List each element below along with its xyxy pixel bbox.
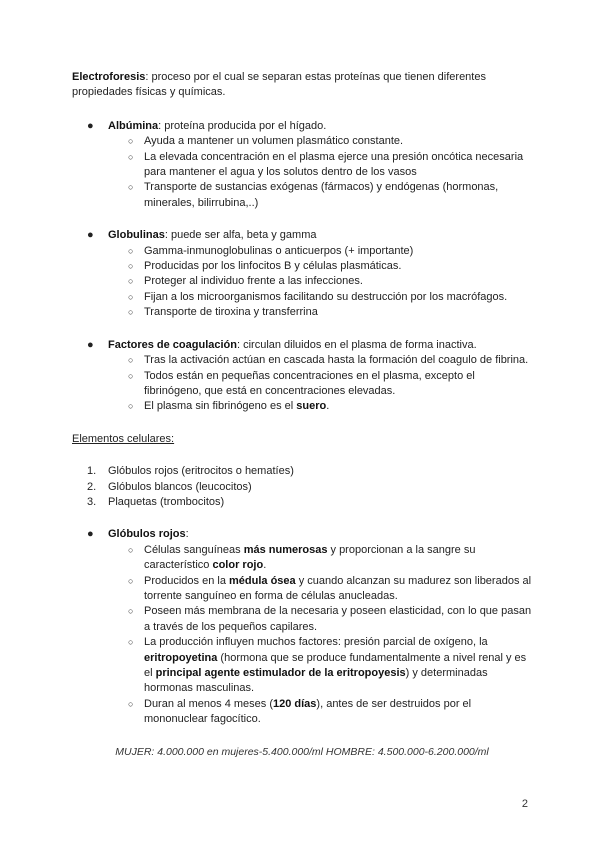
list-item: 2. Glóbulos blancos (leucocitos) xyxy=(87,480,252,493)
list-item: ○ Células sanguíneas más numerosas y proporcionan a la sangre su característico color rojo. xyxy=(128,543,476,572)
page-number: 2 xyxy=(521,798,528,810)
list-item: ○ Producidos en la médula ósea y cuando alcanzan su madurez son liberados al torrente sanguíneo en forma de células anucleadas. xyxy=(128,574,532,602)
filled-bullet-icon: ● xyxy=(87,338,94,351)
document-page xyxy=(72,70,532,760)
hollow-bullet-icon: ○ xyxy=(128,575,134,586)
list-item: ○ Poseen más membrana de la necesaria y poseen elasticidad, con lo que pasan a través de los pequeños capilares. xyxy=(128,605,532,633)
globulinas-section xyxy=(72,228,532,320)
list-item: ○ Ayuda a mantener un volumen plasmático constante. xyxy=(72,134,532,149)
list-item: ○ Producidas por los linfocitos B y células plasmáticas. xyxy=(72,259,532,274)
intro-term: Electroforesis xyxy=(72,71,146,83)
factores-bullet xyxy=(72,338,532,353)
filled-bullet-icon: ● xyxy=(87,229,94,242)
hollow-bullet-icon: ○ xyxy=(128,245,134,256)
list-item: ○ Todos están en pequeñas concentraciones en el plasma, excepto el fibrinógeno, que está en concentraciones elevadas. xyxy=(128,369,475,397)
list-item: ○ Fijan a los microorganismos facilitando su destrucción por los macrófagos. xyxy=(72,290,532,305)
hollow-bullet-icon: ○ xyxy=(128,401,134,412)
list-item: ○ Transporte de sustancias exógenas (fármacos) y endógenas (hormonas, minerales, bilirrubina,..) xyxy=(128,181,499,209)
elementos-list xyxy=(72,464,532,510)
list-item: ○ La elevada concentración en el plasma ejerce una presión oncótica necesaria para mantener el agua y los solutos dentro de los vasos xyxy=(128,150,524,179)
globulinas-text: : puede ser alfa, beta y gamma xyxy=(164,229,317,242)
list-item: ○ Gamma-inmunoglobulinas o anticuerpos (+ importante) xyxy=(72,244,532,259)
factores-term: Factores de coagulación xyxy=(108,338,237,351)
globulos-rojos-bullet: ● Glóbulos rojos: xyxy=(72,527,532,542)
list-item: 3. Plaquetas (trombocitos) xyxy=(87,495,225,508)
globulos-rojos-section xyxy=(72,527,532,727)
globulinas-term: Globulinas xyxy=(108,229,165,242)
hollow-bullet-icon: ○ xyxy=(128,307,134,318)
factores-section xyxy=(72,338,532,415)
factores-text: : circulan diluidos en el plasma de forma inactiva. xyxy=(236,338,477,351)
reference-values-note: MUJER: 4.000.000 en mujeres-5.400.000/ml HOMBRE: 4.500.000-6.200.000/ml xyxy=(115,745,489,758)
hollow-bullet-icon: ○ xyxy=(128,182,134,193)
globulos-rojos-term: Glóbulos rojos xyxy=(108,528,186,541)
elementos-heading: Elementos celulares: xyxy=(72,432,175,445)
hollow-bullet-icon: ○ xyxy=(128,276,134,287)
albumina-text: : proteína producida por el hígado. xyxy=(158,119,327,132)
hollow-bullet-icon: ○ xyxy=(128,261,134,272)
hollow-bullet-icon: ○ xyxy=(128,370,134,381)
hollow-bullet-icon: ○ xyxy=(128,136,134,147)
hollow-bullet-icon: ○ xyxy=(128,291,134,302)
list-item: ○ Tras la activación actúan en cascada hasta la formación del coagulo de fibrina. xyxy=(72,353,532,368)
globulinas-bullet xyxy=(72,228,532,243)
hollow-bullet-icon: ○ xyxy=(128,606,134,617)
list-item: ○ Transporte de tiroxina y transferrina xyxy=(72,305,532,320)
hollow-bullet-icon: ○ xyxy=(128,637,134,648)
filled-bullet-icon: ● xyxy=(87,119,94,132)
list-item: ○ El plasma sin fibrinógeno es el suero. xyxy=(72,399,532,414)
albumina-bullet xyxy=(72,119,532,134)
albumina-section xyxy=(72,119,532,211)
filled-bullet-icon: ● xyxy=(87,528,94,541)
hollow-bullet-icon: ○ xyxy=(128,151,134,162)
hollow-bullet-icon: ○ xyxy=(128,355,134,366)
list-item: ○ Duran al menos 4 meses (120 días), antes de ser destruidos por el mononuclear fagocítico. xyxy=(128,697,472,726)
albumina-term: Albúmina xyxy=(108,119,159,132)
intro-paragraph xyxy=(72,70,532,101)
list-item: 1. Glóbulos rojos (eritrocitos o hematíes) xyxy=(87,465,294,478)
list-item: ○ La producción influyen muchos factores: presión parcial de oxígeno, la eritropoyetina (hormona que se produce fundamentalmente a nivel renal y es el principal agente estimulador de la eritropoyesis) y determinadas hormonas masculinas. xyxy=(128,636,527,695)
list-item: ○ Proteger al individuo frente a las infecciones. xyxy=(72,274,532,289)
hollow-bullet-icon: ○ xyxy=(128,698,134,709)
intro-text: : proceso por el cual se separan estas proteínas que tienen diferentes propiedades físicas y químicas. xyxy=(72,71,486,99)
hollow-bullet-icon: ○ xyxy=(128,544,134,555)
